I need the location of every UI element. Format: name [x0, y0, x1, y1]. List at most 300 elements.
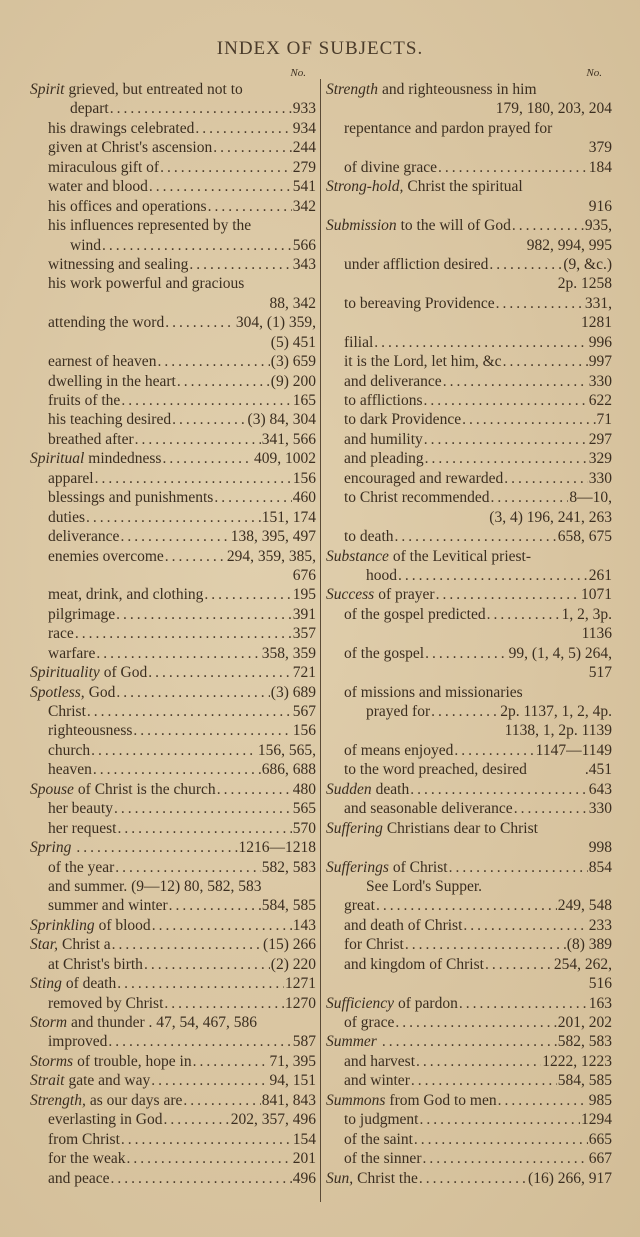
index-entry: [30, 974, 316, 993]
entry-text: earnest of heaven: [48, 353, 157, 371]
index-entry-numbers: [326, 721, 612, 740]
leader-dots: [169, 896, 261, 915]
entry-text: his teaching desired: [48, 411, 172, 429]
leader-dots: [121, 1130, 292, 1149]
index-entry-numbers: [326, 974, 612, 993]
leader-dots: [87, 702, 292, 721]
leader-dots: [172, 410, 246, 429]
index-subentry: [30, 760, 316, 779]
entry-number: 71, 395: [269, 1052, 316, 1070]
entry-text: filial: [344, 333, 374, 351]
index-entry: [326, 994, 612, 1013]
leader-dots: [193, 1052, 269, 1071]
index-subentry: [30, 624, 316, 643]
index-entry: [30, 916, 316, 935]
entry-number: 584, 585: [557, 1072, 612, 1090]
leader-dots: [76, 838, 237, 857]
entry-number: 587: [292, 1033, 316, 1051]
index-subentry: [30, 721, 316, 740]
entry-text: attending the word: [48, 314, 165, 332]
entry-text: at Christ's birth: [48, 955, 143, 973]
entry-number: 916: [588, 197, 612, 215]
index-subentry: [326, 1110, 612, 1129]
entry-text: under affliction desired: [344, 255, 489, 273]
entry-number: 297: [588, 430, 612, 448]
entry-text: Christ a: [62, 936, 111, 954]
index-subentry: [326, 158, 612, 177]
index-subentry: [30, 469, 316, 488]
entry-number: 584, 585: [261, 897, 316, 915]
entry-number: 156: [292, 469, 316, 487]
entry-number: (8) 389: [566, 936, 612, 954]
entry-text: meat, drink, and clothing: [48, 586, 204, 604]
index-subentry: [326, 877, 612, 896]
entry-number: 582, 583: [261, 858, 316, 876]
index-subentry: [30, 1032, 316, 1051]
entry-number: 71: [596, 411, 612, 429]
leader-dots: [424, 430, 588, 449]
entry-number: 1281: [581, 314, 612, 332]
entry-text: mindedness: [88, 450, 162, 468]
entry-text: grieved, but entreated not to: [68, 81, 243, 98]
entry-text: of God: [103, 664, 148, 682]
leader-dots: [117, 819, 291, 838]
leader-dots: [75, 624, 292, 643]
index-subentry: [30, 352, 316, 371]
entry-text: fruits of the: [48, 392, 121, 409]
entry-text: of grace: [344, 1014, 395, 1031]
index-entry-numbers: [326, 624, 612, 643]
entry-number: 163: [588, 994, 612, 1012]
index-entry: [30, 683, 316, 702]
index-entry: [326, 819, 612, 838]
entry-text: of divine grace: [344, 158, 437, 176]
entry-text: to Christ recommended: [344, 489, 490, 507]
index-subentry: [326, 255, 612, 274]
leader-dots: [164, 994, 284, 1013]
entry-number: 480: [292, 780, 316, 798]
index-subentry: [30, 216, 316, 235]
entry-keyword: Spring: [30, 839, 72, 857]
column-divider: [320, 79, 321, 1202]
entry-number: 935,: [584, 217, 612, 235]
entry-keyword: Strait: [30, 1072, 65, 1090]
entry-number: 165: [292, 392, 316, 409]
entry-number: 202, 357, 496: [230, 1111, 316, 1129]
leader-dots: [422, 1149, 587, 1168]
leader-dots: [149, 177, 292, 196]
index-subentry: [30, 994, 316, 1013]
entry-text: heaven: [48, 761, 92, 779]
entry-text: Christians dear to Christ: [386, 819, 538, 837]
entry-number: 854: [588, 858, 612, 876]
leader-dots: [503, 352, 588, 371]
entry-text: and peace: [48, 1169, 110, 1187]
entry-number: 244: [292, 139, 316, 157]
entry-number: 391: [292, 605, 316, 623]
leader-dots: [489, 255, 562, 274]
leader-dots: [487, 605, 561, 624]
entry-keyword: Summons: [326, 1091, 386, 1109]
entry-text: duties: [48, 508, 86, 526]
index-entry: [30, 80, 316, 99]
entry-text: and summer. (9—12) 80, 582, 583: [48, 877, 262, 895]
index-subentry: [326, 955, 612, 974]
index-subentry: [326, 469, 612, 488]
index-subentry: [30, 236, 316, 255]
entry-number: 409, 1002: [254, 450, 316, 468]
index-subentry: [326, 644, 612, 663]
entry-text: to bereaving Providence: [344, 294, 495, 312]
entry-text: from God to men: [389, 1091, 497, 1109]
entry-number: 249, 548: [557, 897, 612, 915]
entry-number: 201: [292, 1150, 316, 1168]
index-subentry: [30, 1169, 316, 1188]
entry-number: 996: [588, 333, 612, 351]
leader-dots: [135, 430, 261, 449]
index-entry-numbers: [30, 333, 316, 352]
entry-number: 88, 342: [269, 294, 316, 312]
entry-number: 2p. 1258: [557, 275, 612, 293]
entry-text: and harvest: [344, 1052, 416, 1070]
entry-text: of means enjoyed: [344, 741, 454, 759]
leader-dots: [382, 1032, 557, 1051]
leader-dots: [115, 858, 260, 877]
entry-text: his offices and operations: [48, 197, 207, 215]
entry-number: (9, &c.): [563, 255, 612, 273]
entry-text: to death: [344, 528, 394, 546]
entry-text: righteousness: [48, 722, 133, 740]
leader-dots: [424, 391, 588, 410]
index-subentry: [30, 119, 316, 138]
leader-dots: [117, 974, 284, 993]
entry-text: to the word preached, desired: [344, 761, 527, 779]
index-entry: [30, 1071, 316, 1090]
entry-text: for the weak: [48, 1150, 126, 1168]
entry-text: her request: [48, 819, 117, 837]
leader-dots: [195, 119, 291, 138]
entry-text: deliverance: [48, 528, 120, 546]
entry-number: 329: [588, 450, 612, 468]
entry-number: 570: [292, 819, 316, 837]
index-subentry: [30, 547, 316, 566]
index-subentry: [30, 605, 316, 624]
leader-dots: [126, 1149, 291, 1168]
entry-keyword: Substance: [326, 547, 389, 565]
leader-dots: [498, 1091, 588, 1110]
leader-dots: [165, 547, 226, 566]
entry-text: of Christ is the church: [77, 780, 216, 798]
entry-text: to judgment: [344, 1111, 419, 1129]
entry-keyword: Spiritual: [30, 450, 85, 468]
index-entry: [326, 585, 612, 604]
index-subentry: [30, 702, 316, 721]
index-entry: [326, 80, 612, 99]
entry-keyword: Sun,: [326, 1169, 354, 1187]
leader-dots: [405, 935, 566, 954]
entry-keyword: Suffering: [326, 819, 383, 837]
index-subentry: [30, 488, 316, 507]
index-entry: [30, 449, 316, 468]
index-subentry: [326, 896, 612, 915]
leader-dots: [133, 721, 291, 740]
leader-dots: [165, 313, 235, 332]
entry-number: 330: [588, 800, 612, 818]
index-subentry: [326, 372, 612, 391]
entry-number: 184: [588, 158, 612, 176]
index-entry: [30, 780, 316, 799]
leader-dots: [512, 216, 584, 235]
entry-number: 379: [588, 139, 612, 157]
entry-number: 933: [292, 100, 316, 118]
entry-text: of the gospel predicted: [344, 605, 486, 623]
index-subentry: [30, 877, 316, 896]
entry-number: 331,: [584, 294, 612, 312]
index-entry-numbers: [326, 197, 612, 216]
entry-text: of pardon: [398, 994, 458, 1012]
leader-dots: [144, 955, 270, 974]
entry-number: 279: [292, 158, 316, 176]
entry-text: apparel: [48, 469, 94, 487]
entry-keyword: Spouse: [30, 780, 74, 798]
entry-number: 998: [588, 839, 612, 857]
index-subentry: [326, 391, 612, 410]
entry-text: of the gospel: [344, 644, 425, 662]
index-entry: [30, 1013, 316, 1032]
entry-number: 330: [588, 372, 612, 390]
entry-keyword: Sudden: [326, 780, 372, 798]
entry-number: 233: [588, 916, 612, 934]
entry-text: from Christ: [48, 1130, 120, 1148]
index-subentry: [326, 1130, 612, 1149]
leader-dots: [91, 741, 257, 760]
entry-text: to dark Providence: [344, 411, 462, 429]
index-entry: [326, 216, 612, 235]
leader-dots: [431, 702, 499, 721]
entry-text: breathed after: [48, 430, 134, 448]
index-entry-numbers: [326, 99, 612, 118]
leader-dots: [214, 488, 291, 507]
entry-text: of death: [65, 975, 117, 993]
index-subentry: [30, 372, 316, 391]
index-entry: [326, 547, 612, 566]
entry-text: his influences represented by the: [48, 217, 252, 235]
entry-number: 357: [292, 625, 316, 643]
leader-dots: [410, 780, 588, 799]
leader-dots: [504, 469, 588, 488]
index-entry-numbers: [326, 663, 612, 682]
entry-number: 622: [588, 392, 612, 409]
entry-text: water and blood: [48, 178, 148, 196]
leader-dots: [411, 1071, 557, 1090]
entry-number: 1216—1218: [238, 839, 316, 857]
entry-keyword: Strength,: [30, 1091, 86, 1109]
index-entry-numbers: [326, 838, 612, 857]
index-subentry: [326, 527, 612, 546]
leader-dots: [121, 391, 291, 410]
entry-number: 658, 675: [557, 528, 612, 546]
index-entry: [30, 1091, 316, 1110]
entry-text: Christ the: [357, 1169, 418, 1187]
index-subentry: [326, 683, 612, 702]
entry-text: summer and winter: [48, 897, 168, 915]
index-subentry: [326, 605, 612, 624]
entry-number: (3) 689: [270, 683, 316, 701]
index-subentry: [30, 430, 316, 449]
entry-number: 997: [588, 353, 612, 371]
leader-dots: [152, 916, 292, 935]
entry-number: 541: [292, 178, 316, 196]
entry-list: [30, 80, 316, 1188]
page-title: INDEX OF SUBJECTS.: [216, 38, 424, 59]
entry-text: great: [344, 897, 375, 915]
entry-text: of trouble, hope in: [77, 1052, 192, 1070]
entry-number: 517: [588, 664, 612, 682]
entry-number: 99, (1, 4, 5) 264,: [508, 644, 612, 662]
leader-dots: [217, 780, 292, 799]
entry-number: 982, 994, 995: [526, 236, 612, 254]
leader-dots: [116, 605, 292, 624]
index-subentry: [326, 935, 612, 954]
leader-dots: [148, 663, 292, 682]
index-subentry: [326, 119, 612, 138]
leader-dots: [95, 469, 292, 488]
index-subentry: [30, 138, 316, 157]
index-entry: [326, 1091, 612, 1110]
entry-text: of missions and missionaries: [344, 683, 523, 701]
entry-text: death: [375, 780, 410, 798]
index-subentry: [30, 177, 316, 196]
entry-number: 1270: [285, 994, 316, 1012]
index-subentry: [30, 1149, 316, 1168]
entry-number: 567: [292, 703, 316, 720]
index-subentry: [30, 158, 316, 177]
entry-text: for Christ: [344, 936, 404, 954]
entry-keyword: Strong-hold,: [326, 178, 404, 196]
entry-text: warfare: [48, 644, 96, 662]
entry-text: and righteousness in him: [381, 81, 537, 98]
index-entry: [30, 838, 316, 857]
index-entry-numbers: [326, 313, 612, 332]
leader-dots: [116, 683, 269, 702]
entry-text: everlasting in God: [48, 1111, 163, 1129]
index-subentry: [30, 1110, 316, 1129]
entry-text: and thunder . 47, 54, 467, 586: [71, 1014, 258, 1031]
entry-number: (9) 200: [270, 372, 316, 390]
number-column-label: No.: [290, 67, 306, 79]
entry-number: 2p. 1137, 1, 2, 4p.: [500, 703, 612, 720]
entry-text: God: [88, 683, 116, 701]
entry-number: 1, 2, 3p.: [561, 605, 612, 623]
leader-dots: [443, 372, 588, 391]
entry-text: and pleading: [344, 450, 424, 468]
leader-dots: [189, 255, 291, 274]
entry-keyword: Sufficiency: [326, 994, 394, 1012]
entry-keyword: Sufferings: [326, 858, 389, 876]
entry-text: of the sinner: [344, 1150, 422, 1168]
entry-text: to the will of God: [400, 217, 511, 235]
entry-number: 156, 565,: [257, 741, 316, 759]
index-subentry: [30, 527, 316, 546]
index-subentry: [326, 1013, 612, 1032]
entry-text: her beauty: [48, 800, 113, 818]
index-subentry: [30, 313, 316, 332]
leader-dots: [395, 1013, 556, 1032]
entry-text: improved: [48, 1033, 108, 1051]
entry-text: his work powerful and gracious: [48, 275, 245, 293]
leader-dots: [416, 1052, 541, 1071]
entry-number: 138, 395, 497: [230, 528, 316, 546]
entry-number: 143: [292, 916, 316, 934]
index-subentry: [30, 391, 316, 410]
entry-text: to afflictions: [344, 392, 423, 409]
index-subentry: [326, 488, 612, 507]
index-subentry: [30, 508, 316, 527]
index-subentry: [30, 274, 316, 293]
leader-dots: [414, 1130, 588, 1149]
leader-dots: [436, 585, 580, 604]
index-subentry: [30, 896, 316, 915]
entry-text: as our days are: [89, 1091, 183, 1109]
leader-dots: [213, 138, 292, 157]
index-subentry: [30, 799, 316, 818]
entry-text: and kingdom of Christ: [344, 955, 484, 973]
leader-dots: [110, 99, 292, 118]
entry-number: 582, 583: [557, 1033, 612, 1051]
entry-keyword: Storms: [30, 1052, 74, 1070]
index-entry: [326, 780, 612, 799]
entry-number: (5) 451: [270, 333, 316, 351]
entry-text: hood: [366, 566, 397, 584]
entry-text: See Lord's Supper.: [366, 877, 483, 895]
index-subentry: [326, 333, 612, 352]
entry-number: 1138, 1, 2p. 1139: [504, 722, 612, 740]
index-subentry: [326, 1071, 612, 1090]
entry-text: and winter: [344, 1072, 410, 1090]
entry-number: 496: [292, 1169, 316, 1187]
index-subentry: [30, 585, 316, 604]
entry-text: and seasonable deliverance: [344, 800, 513, 818]
entry-text: witnessing and sealing: [48, 255, 189, 273]
entry-text: it is the Lord, let him, &c: [344, 353, 502, 371]
leader-dots: [111, 1169, 292, 1188]
leader-dots: [395, 527, 557, 546]
entry-number: 676: [292, 566, 316, 584]
index-subentry: [326, 294, 612, 313]
entry-number: 294, 359, 385,: [226, 547, 316, 565]
entry-number: 8—10,: [569, 489, 612, 507]
leader-dots: [160, 158, 292, 177]
leader-dots: [108, 1032, 291, 1051]
entry-text: wind: [70, 236, 101, 254]
index-subentry: [30, 644, 316, 663]
index-entry-numbers: [326, 508, 612, 527]
entry-number: 1222, 1223: [542, 1052, 612, 1070]
entry-number: 934: [292, 119, 316, 137]
entry-number: 566: [292, 236, 316, 254]
index-subentry: [326, 566, 612, 585]
entry-number: .451: [584, 761, 612, 779]
index-subentry: [326, 1149, 612, 1168]
entry-number: 261: [588, 566, 612, 584]
entry-number: 151, 174: [261, 508, 316, 526]
index-subentry: [326, 760, 612, 779]
leader-dots: [157, 352, 269, 371]
index-column-left: [30, 66, 316, 1188]
index-subentry: [30, 741, 316, 760]
entry-text: given at Christ's ascension: [48, 139, 213, 157]
index-entry: [326, 858, 612, 877]
